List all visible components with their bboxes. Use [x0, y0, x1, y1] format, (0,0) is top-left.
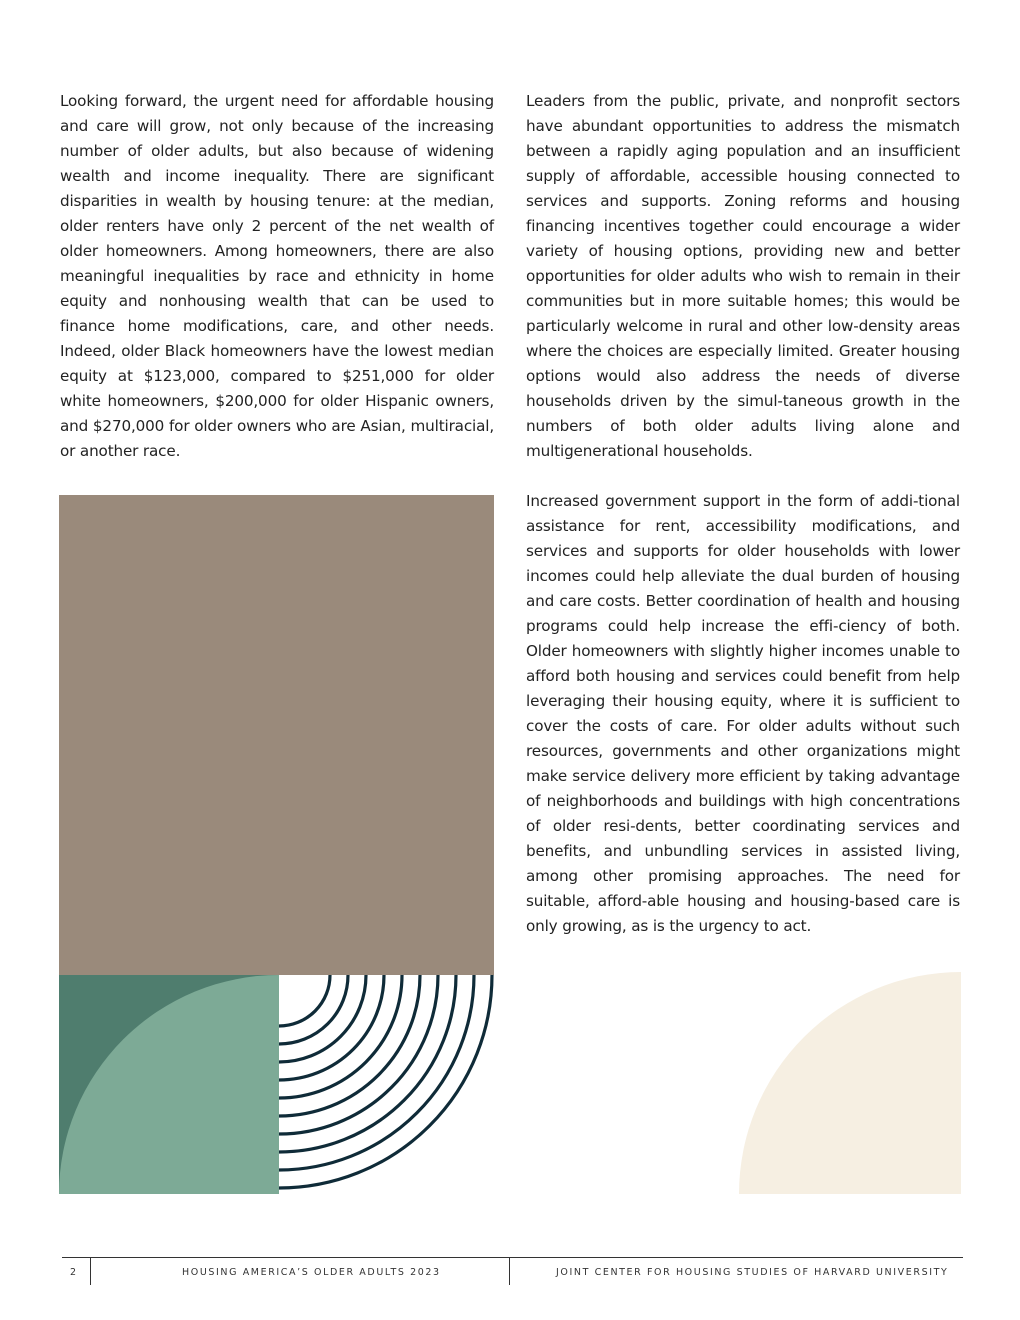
right-text-column: [526, 89, 960, 964]
footer-report-title: HOUSING AMERICA’S OLDER ADULTS 2023: [182, 1267, 441, 1278]
footer-divider: [509, 1257, 510, 1285]
cream-quarter-circle-graphic: [739, 972, 961, 1194]
green-quarter-circle-graphic: [59, 975, 279, 1194]
body-paragraph: Looking forward, the urgent need for affordable housing and care will grow, not only because of the increasing number of older adults, but also because of widening wealth and income inequality. There are significant disparities in wealth by housing tenure: at the median, older renters have only 2 percent of the net wealth of older homeowners. Among homeowners, there are also meaningful inequalities by race and ethnicity in home equity and nonhousing wealth that can be used to finance home modifications, care, and other needs. Indeed, older Black homeowners have the lowest median equity at $123,000, compared to $251,000 for older white homeowners, $200,000 for older Hispanic owners, and $270,000 for older owners who are Asian, multiracial, or another race.: [60, 92, 494, 460]
body-paragraph: Increased government support in the form of addi-tional assistance for rent, accessibility modifications, and services and supports for older households with lower incomes could help alleviate the dual burden of housing and care costs. Better coordination of health and housing programs could help increase the effi-ciency of both. Older homeowners with slightly higher incomes unable to afford both housing and services could benefit from help leveraging their housing equity, where it is sufficient to cover the costs of care. For older adults without such resources, governments and other organizations might make service delivery more efficient by taking advantage of neighborhoods and buildings with high concentrations of older resi-dents, better coordinating services and benefits, and unbundling services in assisted living, among other promising approaches. The need for suitable, afford-able housing and housing-based care is only growing, as is the urgency to act.: [526, 492, 960, 935]
concentric-arcs-graphic: [279, 975, 494, 1194]
left-text-column: [60, 89, 494, 489]
footer-rule: [62, 1257, 963, 1258]
page-number: 2: [70, 1267, 77, 1278]
footer-organization: JOINT CENTER FOR HOUSING STUDIES OF HARVARD UNIVERSITY: [556, 1267, 949, 1278]
photo-placeholder-block: [59, 495, 494, 975]
footer-divider: [90, 1257, 91, 1285]
body-paragraph: Leaders from the public, private, and nonprofit sectors have abundant opportunities to address the mismatch between a rapidly aging population and an insufficient supply of affordable, accessible housing connected to services and supports. Zoning reforms and housing financing incentives together could encourage a wider variety of housing options, providing new and better opportunities for older adults who wish to remain in their communities but in more suitable homes; this would be particularly welcome in rural and other low-density areas where the choices are especially limited. Greater housing options would also address the needs of diverse households driven by the simul-taneous growth in the numbers of both older adults living alone and multigenerational households.: [526, 92, 960, 460]
